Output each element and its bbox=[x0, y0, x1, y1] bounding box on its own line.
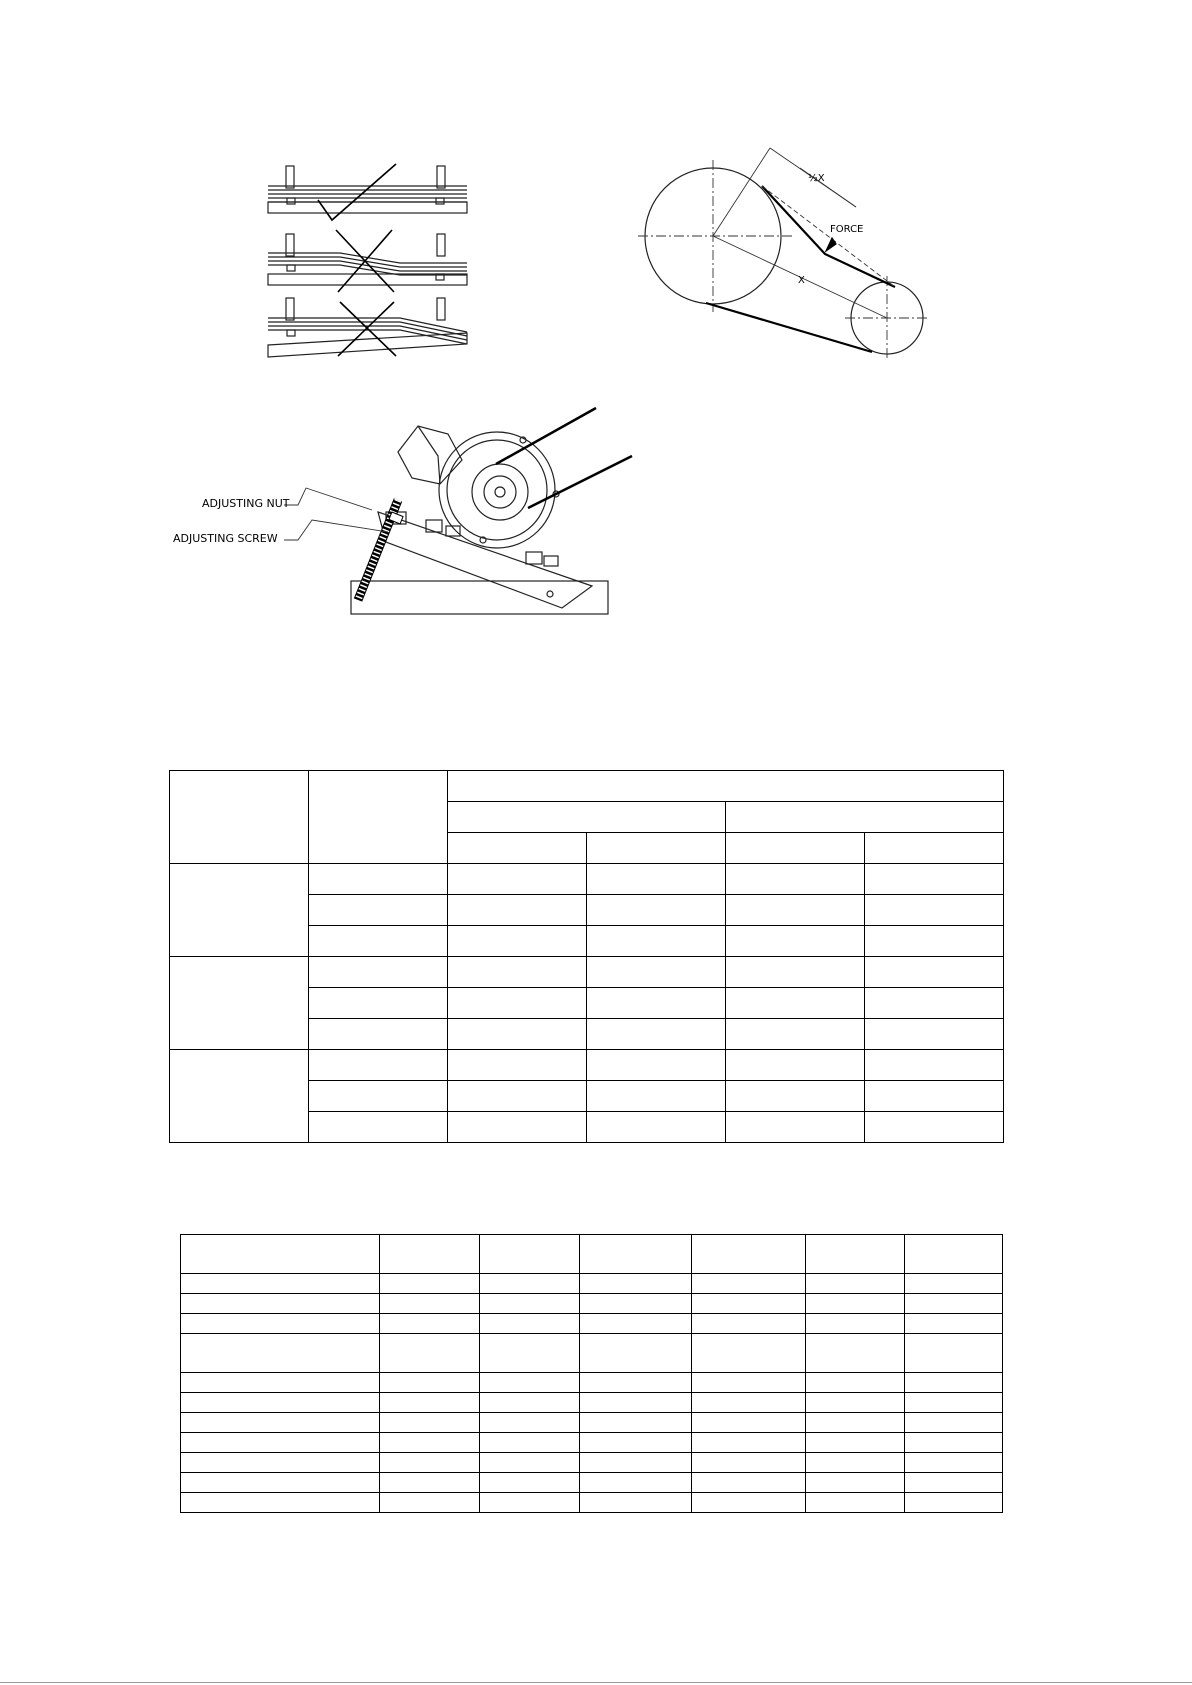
table-cell bbox=[580, 1473, 692, 1493]
table-cell bbox=[448, 771, 1004, 802]
table-cell bbox=[587, 1112, 726, 1143]
table-cell bbox=[692, 1314, 806, 1334]
table-cell bbox=[806, 1453, 905, 1473]
table-cell bbox=[806, 1294, 905, 1314]
table-cell bbox=[905, 1453, 1003, 1473]
table-cell bbox=[480, 1274, 580, 1294]
table-cell bbox=[580, 1274, 692, 1294]
table-cell bbox=[380, 1433, 480, 1453]
table-cell bbox=[726, 802, 1004, 833]
table-cell bbox=[181, 1413, 380, 1433]
table-row bbox=[181, 1294, 1003, 1314]
belt-tension-table bbox=[169, 770, 1004, 1143]
table-cell bbox=[309, 1050, 448, 1081]
table-row bbox=[181, 1493, 1003, 1513]
table-cell bbox=[480, 1314, 580, 1334]
table-cell bbox=[309, 895, 448, 926]
table-cell bbox=[806, 1433, 905, 1453]
table-cell bbox=[905, 1473, 1003, 1493]
table-cell bbox=[905, 1274, 1003, 1294]
belt-lower bbox=[528, 456, 632, 508]
table-cell bbox=[380, 1413, 480, 1433]
table-cell bbox=[181, 1393, 380, 1413]
table-cell bbox=[448, 895, 587, 926]
table-cell bbox=[865, 926, 1004, 957]
table-cell bbox=[170, 771, 309, 864]
table-cell bbox=[726, 988, 865, 1019]
table-cell bbox=[580, 1334, 692, 1373]
table-cell bbox=[309, 957, 448, 988]
table-cell bbox=[580, 1314, 692, 1334]
table-cell bbox=[380, 1493, 480, 1513]
table-cell bbox=[181, 1274, 380, 1294]
table-cell bbox=[587, 926, 726, 957]
table-cell bbox=[380, 1235, 480, 1274]
table-cell bbox=[181, 1473, 380, 1493]
table-row bbox=[181, 1235, 1003, 1274]
table-cell bbox=[380, 1373, 480, 1393]
table-cell bbox=[170, 864, 309, 957]
table-cell bbox=[905, 1433, 1003, 1453]
table-cell bbox=[480, 1294, 580, 1314]
table-cell bbox=[905, 1393, 1003, 1413]
table-row bbox=[181, 1453, 1003, 1473]
table-cell bbox=[480, 1493, 580, 1513]
table-cell bbox=[309, 1019, 448, 1050]
table-cell bbox=[905, 1334, 1003, 1373]
table-cell bbox=[580, 1235, 692, 1274]
table-cell bbox=[865, 1019, 1004, 1050]
table-cell bbox=[380, 1294, 480, 1314]
table-row bbox=[181, 1433, 1003, 1453]
table-cell bbox=[806, 1473, 905, 1493]
table-cell bbox=[380, 1393, 480, 1413]
table-cell bbox=[380, 1334, 480, 1373]
table-cell bbox=[587, 1050, 726, 1081]
table-cell bbox=[865, 1081, 1004, 1112]
table-cell bbox=[448, 957, 587, 988]
table-cell bbox=[580, 1294, 692, 1314]
table-cell bbox=[480, 1235, 580, 1274]
table-cell bbox=[580, 1413, 692, 1433]
motor-plate bbox=[378, 512, 592, 608]
table-row bbox=[181, 1473, 1003, 1493]
table-cell bbox=[865, 1050, 1004, 1081]
table-row bbox=[181, 1334, 1003, 1373]
table-cell bbox=[587, 1019, 726, 1050]
table-row bbox=[170, 1050, 1004, 1081]
table-cell bbox=[692, 1473, 806, 1493]
belt-upper bbox=[496, 408, 596, 464]
table-cell bbox=[580, 1373, 692, 1393]
table-cell bbox=[726, 833, 865, 864]
table-cell bbox=[380, 1274, 480, 1294]
table-cell bbox=[806, 1493, 905, 1513]
table-row bbox=[181, 1393, 1003, 1413]
table-cell bbox=[480, 1334, 580, 1373]
table-cell bbox=[692, 1433, 806, 1453]
table-cell bbox=[181, 1493, 380, 1513]
table-cell bbox=[865, 1112, 1004, 1143]
table-cell bbox=[806, 1373, 905, 1393]
table-cell bbox=[726, 1081, 865, 1112]
table-cell bbox=[865, 988, 1004, 1019]
pulley-spec-table bbox=[180, 1234, 1003, 1513]
table-cell bbox=[865, 957, 1004, 988]
table-cell bbox=[380, 1453, 480, 1473]
base-frame bbox=[351, 581, 608, 614]
table-cell bbox=[587, 864, 726, 895]
table-cell bbox=[181, 1433, 380, 1453]
table-cell bbox=[448, 926, 587, 957]
table-cell bbox=[806, 1393, 905, 1413]
table-cell bbox=[726, 926, 865, 957]
table-cell bbox=[865, 895, 1004, 926]
table-row bbox=[181, 1274, 1003, 1294]
table-cell bbox=[692, 1393, 806, 1413]
table-cell bbox=[448, 864, 587, 895]
table-cell bbox=[448, 1112, 587, 1143]
table-row bbox=[181, 1373, 1003, 1393]
adjusting-screw-label: ADJUSTING SCREW bbox=[173, 532, 278, 545]
table-cell bbox=[692, 1453, 806, 1473]
table-row bbox=[170, 864, 1004, 895]
half-x-label: ½X bbox=[808, 173, 825, 184]
page-bottom-rule bbox=[0, 1682, 1192, 1683]
table-cell bbox=[692, 1413, 806, 1433]
table-row bbox=[170, 957, 1004, 988]
table-cell bbox=[692, 1334, 806, 1373]
table-cell bbox=[181, 1314, 380, 1334]
table-row bbox=[181, 1314, 1003, 1334]
table-cell bbox=[580, 1493, 692, 1513]
table-cell bbox=[181, 1373, 380, 1393]
table-cell bbox=[692, 1373, 806, 1393]
x-label: X bbox=[798, 275, 805, 286]
table-cell bbox=[726, 1050, 865, 1081]
table-cell bbox=[865, 864, 1004, 895]
adjusting-nut-label: ADJUSTING NUT bbox=[202, 497, 290, 510]
table-cell bbox=[480, 1373, 580, 1393]
table-cell bbox=[726, 1112, 865, 1143]
table-row bbox=[170, 771, 1004, 802]
table-cell bbox=[806, 1314, 905, 1334]
table-cell bbox=[580, 1453, 692, 1473]
table-cell bbox=[806, 1334, 905, 1373]
table-cell bbox=[480, 1393, 580, 1413]
table-cell bbox=[448, 1050, 587, 1081]
table-cell bbox=[448, 1019, 587, 1050]
table-cell bbox=[587, 1081, 726, 1112]
table-cell bbox=[806, 1274, 905, 1294]
table-cell bbox=[587, 988, 726, 1019]
table-cell bbox=[309, 1081, 448, 1112]
table-cell bbox=[480, 1473, 580, 1493]
table-cell bbox=[692, 1274, 806, 1294]
table-cell bbox=[580, 1393, 692, 1413]
table-cell bbox=[309, 926, 448, 957]
adjusting-screw bbox=[358, 500, 403, 600]
table-cell bbox=[181, 1235, 380, 1274]
table-cell bbox=[309, 1112, 448, 1143]
table-cell bbox=[692, 1493, 806, 1513]
table-cell bbox=[806, 1413, 905, 1433]
table-cell bbox=[905, 1493, 1003, 1513]
table-cell bbox=[865, 833, 1004, 864]
table-cell bbox=[181, 1334, 380, 1373]
table-cell bbox=[905, 1373, 1003, 1393]
table-cell bbox=[480, 1433, 580, 1453]
table-cell bbox=[580, 1433, 692, 1453]
table-cell bbox=[448, 988, 587, 1019]
table-cell bbox=[692, 1294, 806, 1314]
table-cell bbox=[448, 833, 587, 864]
table-cell bbox=[309, 771, 448, 864]
table-cell bbox=[448, 802, 726, 833]
table-cell bbox=[380, 1314, 480, 1334]
force-label: FORCE bbox=[830, 224, 864, 235]
table-cell bbox=[170, 1050, 309, 1143]
table-cell bbox=[726, 957, 865, 988]
table-cell bbox=[181, 1453, 380, 1473]
table-cell bbox=[726, 895, 865, 926]
table-cell bbox=[806, 1235, 905, 1274]
table-cell bbox=[726, 1019, 865, 1050]
table-cell bbox=[905, 1413, 1003, 1433]
table-cell bbox=[480, 1453, 580, 1473]
table-cell bbox=[380, 1473, 480, 1493]
table-cell bbox=[587, 895, 726, 926]
table-cell bbox=[905, 1235, 1003, 1274]
terminal-box bbox=[398, 426, 462, 484]
table-cell bbox=[309, 988, 448, 1019]
table-cell bbox=[692, 1235, 806, 1274]
table-cell bbox=[587, 957, 726, 988]
table-cell bbox=[480, 1413, 580, 1433]
table-cell bbox=[448, 1081, 587, 1112]
table-cell bbox=[905, 1294, 1003, 1314]
table-row bbox=[181, 1413, 1003, 1433]
table-cell bbox=[726, 864, 865, 895]
table-cell bbox=[905, 1314, 1003, 1334]
table-cell bbox=[309, 864, 448, 895]
table-cell bbox=[170, 957, 309, 1050]
table-cell bbox=[181, 1294, 380, 1314]
table-cell bbox=[587, 833, 726, 864]
